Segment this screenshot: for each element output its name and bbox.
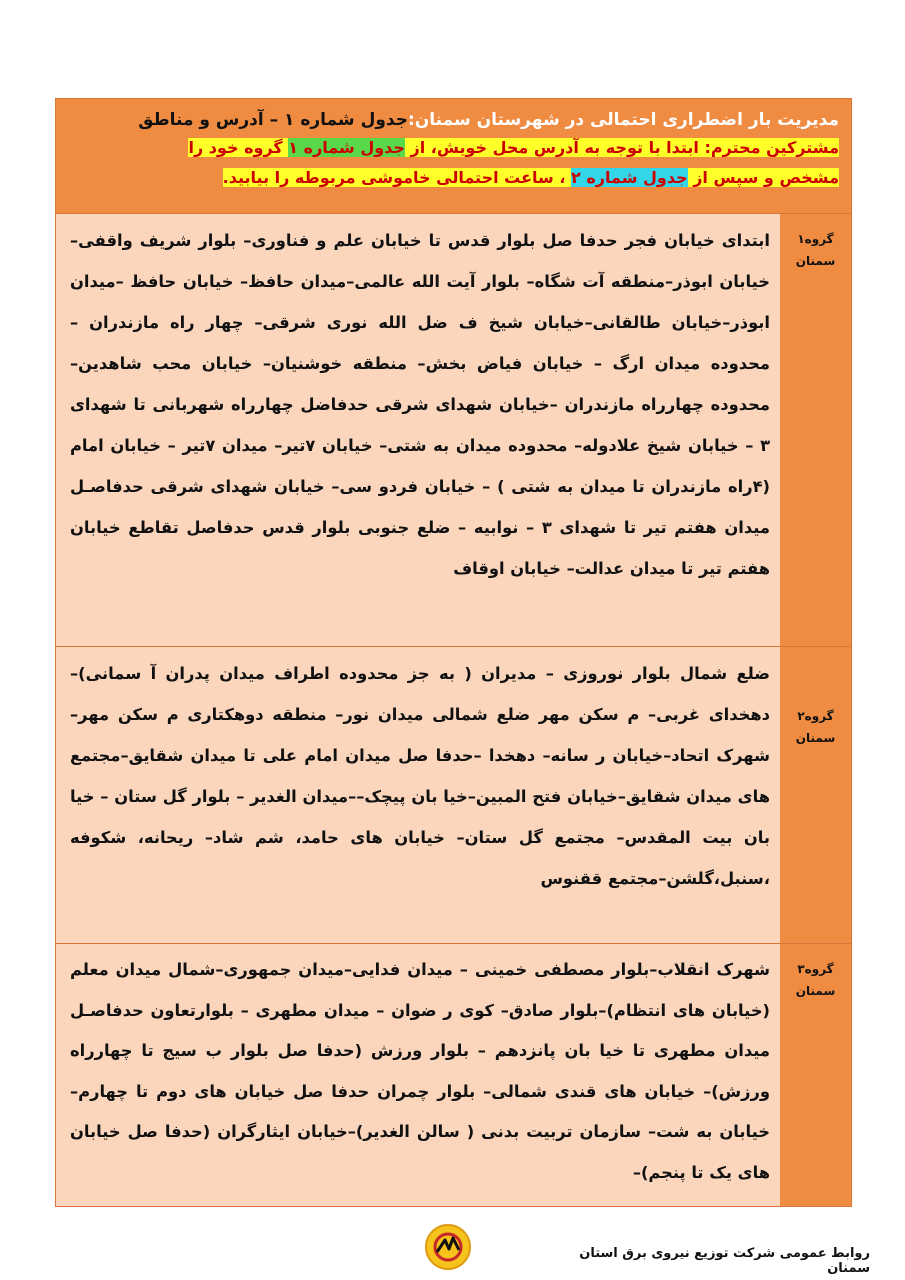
footer-org: روابط عمومی شرکت توزیع نیروی برق استان سمنان [579, 1246, 870, 1276]
outage-table [55, 98, 852, 1207]
group-addresses: ضلع شمال بلوار نوروزی – مدیران ( به جز محدوده اطراف میدان پدران آ سمانی)– دهخدای غربی– م سکن مهر ضلع شمالی میدان نور– منطقه دوهکتاری م سکن مهر– شهرک اتحاد–خیابان ر سانه– دهخدا –حدفا صل میدان امام علی تا میدان شقایق–مجتمع های میدان شقایق–خیابان فتح المبین–خیا بان پیچک––میدان الغدیر – بلوار گل ستان – خیا بان بیت المقدس– مجتمع گل ستان– خیابان های حامد، شم شاد– ریحانه، شکوفه ،سنبل،گلشن–مجتمع ققنوس [56, 647, 780, 943]
group-label: گروه۱ سمنان [780, 214, 851, 646]
group-addresses: ابتدای خیابان فجر حدفا صل بلوار قدس تا خیابان علم و فناوری– بلوار شریف واقفی–خیابان ابوذر–منطقه آت شگاه– بلوار آیت الله عالمی–میدان حافظ– خیابان حافظ –میدان ابوذر–خیابان طالقانی–خیابان شیخ ف ضل الله نوری شرقی– چهار راه مازندران – محدوده میدان ارگ – خیابان فیاض بخش– منطقه خوشنیان– خیابان محب شاهدین– محدوده چهارراه مازندران –خیابان شهدای شرقی حدفاضل چهارراه شهربانی تا شهدای ۳ – خیابان شیخ علادوله– محدوده میدان به شتی– خیابان ۷تیر– میدان ۷تیر – خیابان امام (۴راه مازندران تا میدان به شتی ) – خیابان فردو سی– خیابان شهدای شرقی حدفاصـل میدان هفتم تیر تا شهدای ۳ – نوابیه – ضلع جنوبی بلوار قدس حدفاصل تقاطع خیابان هفتم تیر تا میدان عدالت– خیابان اوقاف [56, 214, 780, 646]
group-label: گروه۲ سمنان [780, 647, 851, 943]
table-row [55, 944, 852, 1207]
header-notice [68, 133, 839, 193]
electricity-company-logo-icon [423, 1222, 473, 1272]
notice-part-2: مشخص و سپس از جدول شماره ۲ ، ساعت احتمالی خاموشی مربوطه را بیابید. [222, 168, 839, 187]
group-label: گروه۳ سمنان [780, 944, 851, 1206]
notice-table-2: جدول شماره ۲ [571, 168, 688, 187]
group-addresses: شهرک انقلاب–بلوار مصطفی خمینی – میدان فدایی–میدان جمهوری–شمال میدان معلم (خیابان های انتظام)–بلوار صادق– کوی ر ضوان – میدان مطهری – بلوارتعاون حدفاصـل میدان مطهری تا خیا بان پانزدهم – بلوار ورزش (حدفا صل بلوار ب سیج تا چهارراه ورزش)– خیابان های قندی شمالی– بلوار چمران حدفا صل خیابان های دوم تا چهارم–خیابان به شت– سازمان تربیت بدنی ( سالن الغدیر)–خیابان ایثارگران (حدفا صل خیابان های یک تا پنجم)– [56, 944, 780, 1206]
table-header [55, 98, 852, 214]
header-title: مدیریت بار اضطراری احتمالی در شهرستان سمنان:جدول شماره ۱ – آدرس و مناطق [138, 110, 839, 130]
table-row [55, 214, 852, 647]
table-row [55, 647, 852, 944]
header-subtitle: جدول شماره ۱ – آدرس و مناطق [138, 110, 408, 130]
notice-table-1: جدول شماره ۱ [288, 138, 405, 157]
notice-part-1: مشترکین محترم: ابتدا با توجه به آدرس محل خویش، از جدول شماره ۱ گروه خود را [188, 138, 839, 157]
